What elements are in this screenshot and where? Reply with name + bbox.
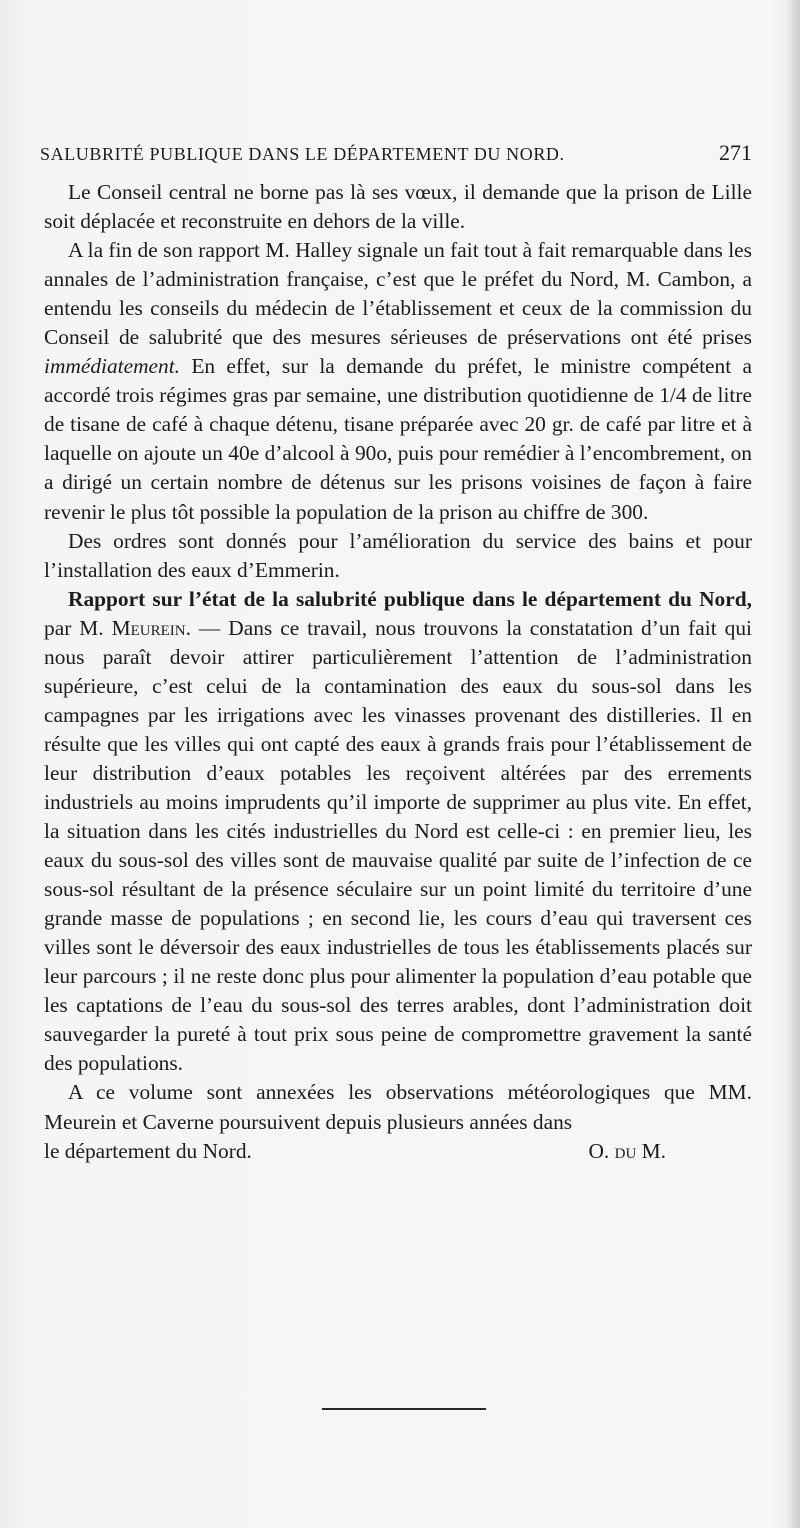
paragraph-5-last: le département du Nord.: [44, 1138, 252, 1163]
paragraph-2-end: En effet, sur la demande du préfet, le ministre compétent a accordé trois régimes gras par semaine, une distribution quotidienne de 1/4 de litre de tisane de café à chaque détenu, tisane préparée avec 20 gr. de café par litre et à laquelle on ajoute un 40e d’alcool à 90o, puis pour remédier à l’encombrement, on a dirigé un certain nombre de détenus sur les prisons voisines de façon à faire revenir le plus tôt possible la population de la prison au chiffre de 300.: [44, 354, 752, 524]
paragraph-2-italic: immédiatement.: [44, 354, 181, 379]
end-rule: [322, 1408, 486, 1410]
paragraph-5: A ce volume sont annexées les observations météorologiques que MM. Meurein et Caverne poursuivent depuis plusieurs années dans: [44, 1080, 752, 1134]
paragraph-4: [44, 585, 752, 1079]
paragraph-3: Des ordres sont donnés pour l’amélioration du service des bains et pour l’installation des eaux d’Emmerin.: [44, 528, 752, 582]
signature: O. du M.: [588, 1138, 666, 1163]
running-header: [40, 140, 752, 166]
paragraph-4-by: par M.: [44, 615, 112, 640]
closing-line: [44, 1137, 752, 1166]
paragraph-1: Le Conseil central ne borne pas là ses vœux, il demande que la prison de Lille soit déplacée et reconstruite en dehors de la ville.: [44, 180, 752, 234]
paragraph-2: [44, 236, 752, 526]
page-number: 271: [719, 140, 752, 165]
page-edge-shadow: [786, 0, 800, 1528]
report-author: Meurein: [111, 615, 186, 640]
running-title: SALUBRITÉ PUBLIQUE DANS LE DÉPARTEMENT DU NORD.: [40, 144, 565, 164]
report-title: Rapport sur l’état de la salubrité publique dans le département du Nord,: [68, 586, 752, 611]
body-text: [44, 178, 752, 1166]
paragraph-2-start: A la fin de son rapport M. Halley signale un fait tout à fait remarquable dans les annales de l’administration française, c’est que le préfet du Nord, M. Cambon, a entendu les conseils du médecin de l’établissement et ceux de la commission du Conseil de salubrité que des mesures sérieuses de préservations ont été prises: [44, 238, 752, 350]
paragraph-4-rest: . — Dans ce travail, nous trouvons la constatation d’un fait qui nous paraît devoir attirer particulièrement l’attention de l’administration supérieure, c’est celui de la contamination des eaux du sous-sol dans les campagnes par les irrigations avec les vinasses provenant des distilleries. Il en résulte que les villes qui ont capté des eaux à grands frais pour l’établissement de leur distribution d’eaux potables les reçoivent altérées par des errements industriels au moins imprudents qu’il importe de supprimer au plus vite. En effet, la situation dans les cités industrielles du Nord est celle-ci : en premier lieu, les eaux du sous-sol des villes sont de mauvaise qualité par suite de l’infection de ce sous-sol résultant de la présence séculaire sur un point limité du territoire d’une grande masse de populations ; en second lie, les cours d’eau qui traversent ces villes sont le déversoir des eaux industrielles de tous les établissements placés sur leur parcours ; il ne reste donc plus pour alimenter la population d’eau potable que les captations de l’eau du sous-sol des terres arables, dont l’administration doit sauvegarder la pureté à tout prix sous peine de compromettre gravement la santé des populations.: [44, 615, 752, 1076]
